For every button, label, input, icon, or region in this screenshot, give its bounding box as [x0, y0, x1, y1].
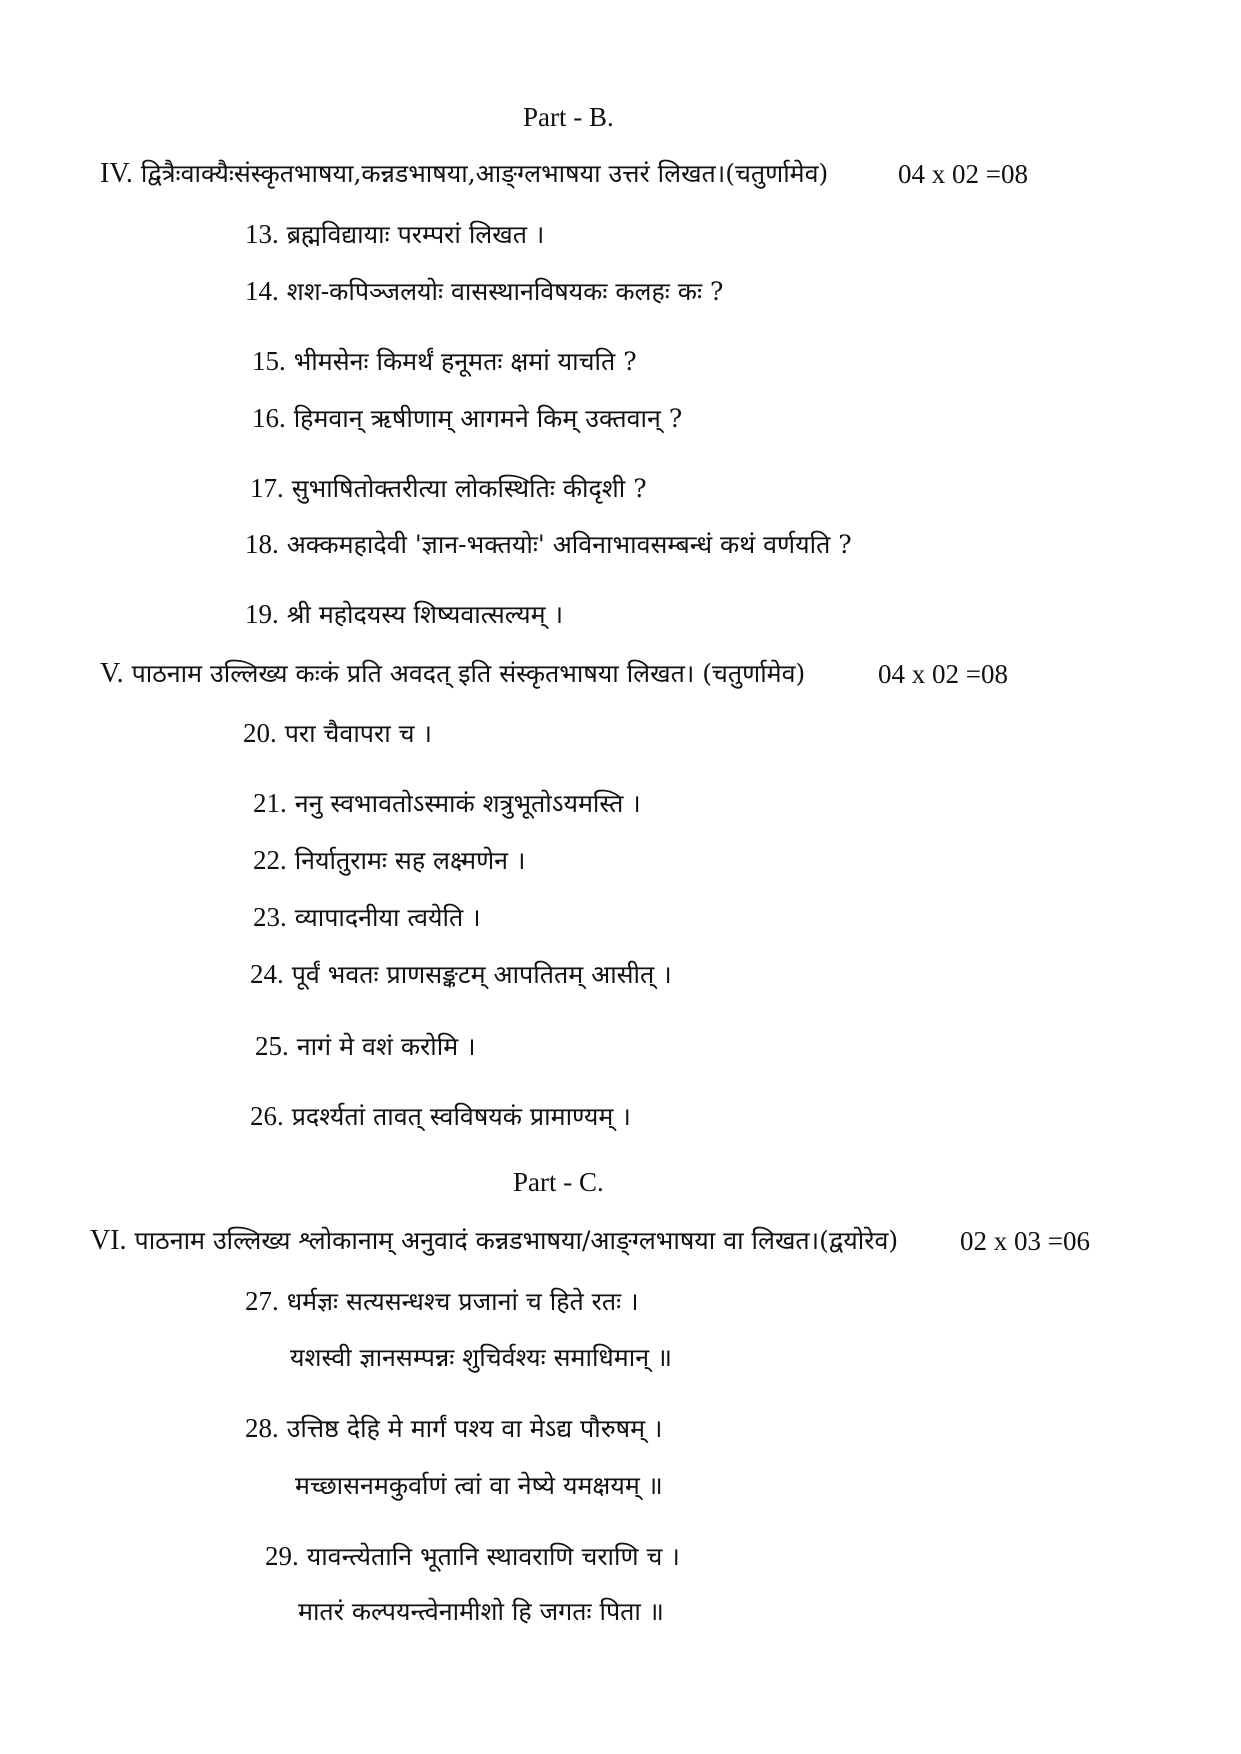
- section-iv-numeral: IV.: [100, 158, 133, 189]
- question-text: निर्यातुरामः सह लक्ष्मणेन ।: [294, 846, 526, 875]
- question-16: [252, 402, 682, 435]
- question-number: 27.: [245, 1286, 279, 1316]
- question-19: [245, 598, 563, 631]
- question-text: श्री महोदयस्य शिष्यवात्सल्यम् ।: [286, 600, 564, 629]
- question-20: [243, 717, 432, 750]
- question-text: पूर्वं भवतः प्राणसङ्कटम् आपतितम् आसीत् ।: [291, 960, 672, 989]
- section-v-marks: 04 x 02 =08: [878, 659, 1008, 689]
- question-number: 17.: [250, 473, 284, 503]
- question-number: 28.: [245, 1413, 279, 1443]
- question-number: 14.: [245, 276, 279, 306]
- question-text: शश-कपिञ्जलयोः वासस्थानविषयकः कलहः कः ?: [286, 277, 724, 306]
- section-v-instruction-line: [100, 658, 805, 690]
- question-number: 19.: [245, 599, 279, 629]
- question-number: 13.: [245, 219, 279, 249]
- verse-27-line-2: यशस्वी ज्ञानसम्पन्नः शुचिर्वश्यः समाधिमान् ॥: [290, 1343, 673, 1372]
- question-21: [253, 787, 641, 820]
- question-number: 25.: [255, 1031, 289, 1061]
- verse-27-line-1: [245, 1285, 639, 1318]
- question-text: सुभाषितोक्तरीत्या लोकस्थितिः कीदृशी ?: [291, 474, 647, 503]
- question-text: ननु स्वभावतोऽस्माकं शत्रुभूतोऽयमस्ति ।: [294, 789, 641, 818]
- question-number: 29.: [265, 1541, 299, 1571]
- question-number: 24.: [250, 959, 284, 989]
- question-text: भीमसेनः किमर्थं हनूमतः क्षमां याचति ?: [293, 347, 637, 376]
- question-number: 16.: [252, 403, 286, 433]
- question-number: 18.: [245, 529, 279, 559]
- verse-29-line-1: [265, 1540, 680, 1573]
- question-25: [255, 1030, 476, 1063]
- section-iv-marks: 04 x 02 =08: [898, 159, 1028, 189]
- verse-28-line-1: [245, 1412, 663, 1445]
- section-v-numeral: V.: [100, 658, 124, 689]
- question-number: 23.: [253, 902, 287, 932]
- question-number: 26.: [250, 1101, 284, 1131]
- question-text: प्रदर्श्यतां तावत् स्वविषयकं प्रामाण्यम् ।: [291, 1102, 631, 1131]
- verse-29-line-2: मातरं कल्पयन्त्वेनामीशो हि जगतः पिता ॥: [298, 1597, 664, 1626]
- question-number: 22.: [253, 845, 287, 875]
- section-vi-instruction: पाठनाम उल्लिख्य श्लोकानाम् अनुवादं कन्नडभाषया/आङ्ग्लभाषया वा लिखत।(द्वयोरेव): [134, 1226, 899, 1255]
- section-vi-instruction-line: [90, 1225, 898, 1257]
- question-number: 21.: [253, 788, 287, 818]
- section-vi-marks: 02 x 03 =06: [960, 1226, 1090, 1256]
- question-13: [245, 218, 544, 251]
- section-vi-numeral: VI.: [90, 1225, 127, 1256]
- verse-28-line-2: मच्छासनमकुर्वाणं त्वां वा नेष्ये यमक्षयम् ॥: [295, 1471, 663, 1500]
- section-v-instruction: पाठनाम उल्लिख्य कःकं प्रति अवदत् इति संस्कृतभाषया लिखत। (चतुर्णामेव): [131, 659, 806, 688]
- verse-text: धर्मज्ञः सत्यसन्धश्च प्रजानां च हिते रतः ।: [286, 1287, 639, 1316]
- question-text: नागं मे वशं करोमि ।: [296, 1032, 476, 1061]
- question-text: ब्रह्मविद्यायाः परम्परां लिखत ।: [286, 220, 545, 249]
- question-text: अक्कमहादेवी 'ज्ञान-भक्तयोः' अविनाभावसम्बन्धं कथं वर्णयति ?: [286, 530, 852, 559]
- section-iv-instruction-line: [100, 158, 828, 190]
- part-b-title: Part - B.: [523, 102, 614, 132]
- question-text: हिमवान् ऋषीणाम् आगमने किम् उक्तवान् ?: [293, 404, 683, 433]
- question-26: [250, 1100, 631, 1133]
- section-iv-instruction: द्वित्रैःवाक्यैःसंस्कृतभाषया,कन्नडभाषया,आङ्ग्लभाषया उत्तरं लिखत।(चतुर्णामेव): [140, 159, 829, 188]
- question-24: [250, 958, 672, 991]
- question-text: परा चैवापरा च ।: [284, 719, 432, 748]
- question-text: व्यापादनीया त्वयेति ।: [294, 903, 481, 932]
- question-14: [245, 275, 723, 308]
- verse-text: उत्तिष्ठ देहि मे मार्गं पश्य वा मेऽद्य पौरुषम् ।: [286, 1414, 663, 1443]
- question-18: [245, 528, 852, 561]
- verse-text: यावन्त्येतानि भूतानि स्थावराणि चराणि च ।: [306, 1542, 680, 1571]
- question-15: [252, 345, 637, 378]
- question-17: [250, 472, 647, 505]
- part-c-title: Part - C.: [513, 1167, 604, 1197]
- question-22: [253, 844, 525, 877]
- question-23: [253, 901, 481, 934]
- question-number: 20.: [243, 718, 277, 748]
- question-number: 15.: [252, 346, 286, 376]
